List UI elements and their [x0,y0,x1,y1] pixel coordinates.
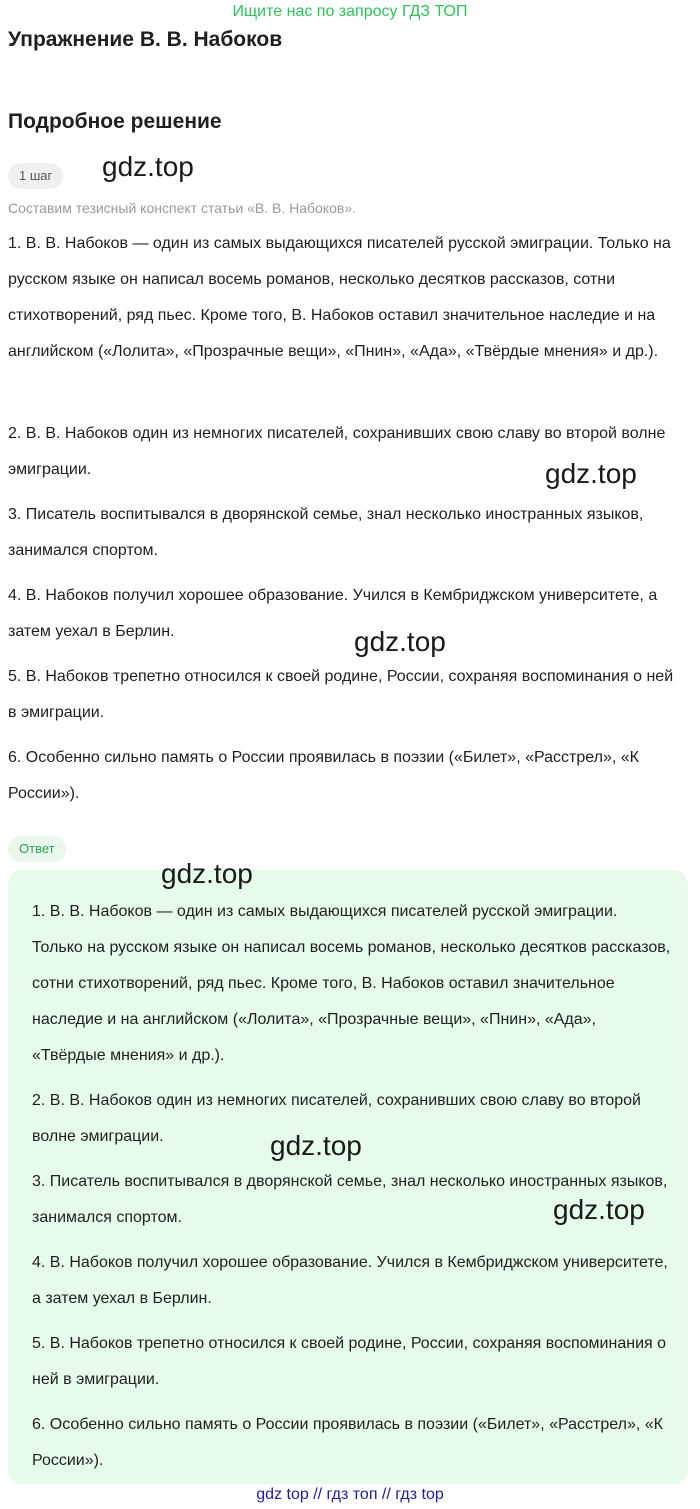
watermark: gdz.top [553,1194,645,1225]
solution-paragraph: 1. В. В. Набоков — один из самых выдающихся писателей русской эмиграции. Только на русском языке он написал восемь романов, несколько десятков рассказов, сотни стихотворений, ряд пьес. Кроме того, В. Набоков оставил значительное наследие и на английском («Лолита», «Прозрачные вещи», «Пнин», «Ада», «Твёрдые мнения» и др.). [8,235,671,360]
answer-paragraph: 4. В. Набоков получил хорошее образование. Учился в Кембриджском университете, а затем уехал в Берлин. [32,1254,668,1307]
step-badge: 1 шаг [8,163,63,189]
watermark: gdz.top [545,458,637,489]
watermark: gdz.top [161,858,253,889]
answer-badge: Ответ [8,836,66,862]
page-title: Упражнение В. В. Набоков [8,28,283,51]
watermark: gdz.top [270,1130,362,1161]
answer-paragraph: 5. В. Набоков трепетно относился к своей родине, России, сохраняя воспоминания о ней в эмиграции. [32,1335,667,1388]
intro-text: Составим тезисный конспект статьи «В. В. Набоков». [8,200,356,216]
solution-paragraph: 6. Особенно сильно память о России проявилась в поэзии («Билет», «Расстрел», «К России»). [8,749,639,802]
solution-paragraph: 4. В. Набоков получил хорошее образование. Учился в Кембриджском университете, а затем уехал в Берлин. [8,587,658,640]
solution-paragraph: 5. В. Набоков трепетно относился к своей родине, России, сохраняя воспоминания о ней в эмиграции. [8,668,674,721]
footer-links: gdz top // гдз топ // гдз top [256,1486,444,1503]
watermark: gdz.top [102,151,194,182]
solution-paragraph: 2. В. В. Набоков один из немногих писателей, сохранивших свою славу во второй волне эмиграции. [8,425,666,478]
watermark: gdz.top [354,626,446,657]
solution-paragraph: 3. Писатель воспитывался в дворянской семье, знал несколько иностранных языков, занимался спортом. [8,506,644,559]
answer-paragraph: 3. Писатель воспитывался в дворянской семье, знал несколько иностранных языков, занимался спортом. [32,1173,668,1226]
answer-paragraph: 6. Особенно сильно память о России проявилась в поэзии («Билет», «Расстрел», «К России»). [32,1416,663,1469]
section-title: Подробное решение [8,110,222,133]
top-banner: Ищите нас по запросу ГДЗ ТОП [232,3,468,20]
answer-paragraph: 1. В. В. Набоков — один из самых выдающихся писателей русской эмиграции. Только на русском языке он написал восемь романов, несколько десятков рассказов, сотни стихотворений, ряд пьес. Кроме того, В. Набоков оставил значительное наследие и на английском («Лолита», «Прозрачные вещи», «Пнин», «Ада», «Твёрдые мнения» и др.). [32,903,671,1064]
answer-paragraph: 2. В. В. Набоков один из немногих писателей, сохранивших свою славу во второй волне эмиграции. [32,1092,641,1145]
